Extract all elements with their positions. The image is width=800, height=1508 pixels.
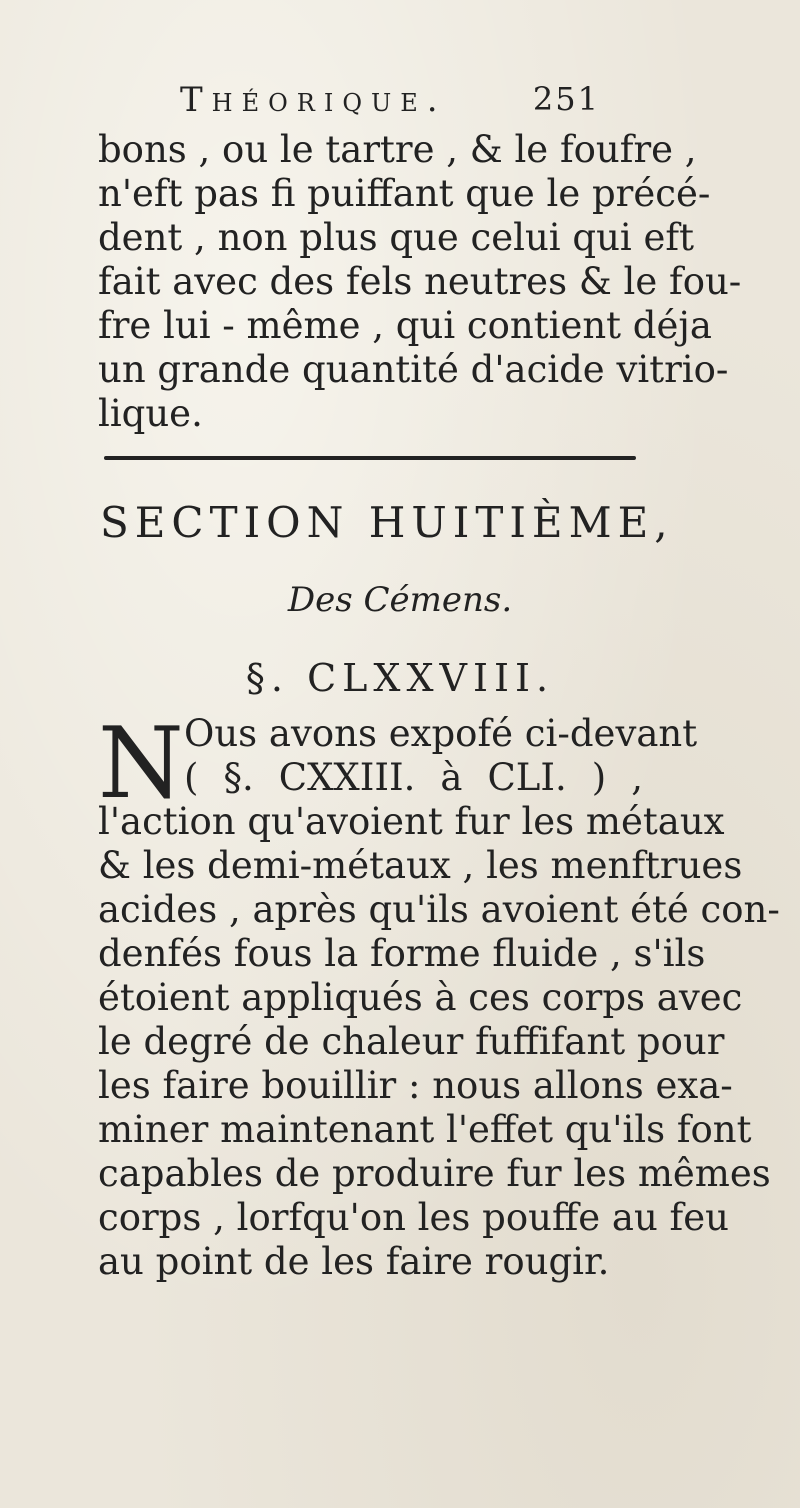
section-subheading: Des Cémens. [287, 580, 513, 620]
text-line: l'action qu'avoient fur les métaux [98, 800, 725, 843]
text-line: & les demi-métaux , les menftrues [98, 844, 743, 887]
paragraph-number: §. CLXXVIII. [245, 656, 555, 700]
running-head [180, 80, 600, 124]
text-line: dent , non plus que celui qui eft [98, 216, 694, 259]
text-line: n'eft pas fi puiffant que le précé- [98, 172, 711, 215]
section-heading: SECTION HUITIÈME, [100, 498, 674, 547]
text-line: fre lui - même , qui contient déja [98, 304, 712, 347]
text-line: au point de les faire rougir. [98, 1240, 610, 1283]
text-line: ( §. CXXIII. à CLI. ) , [184, 756, 643, 799]
body-paragraph [98, 707, 780, 1284]
text-line: le degré de chaleur fuffifant pour [98, 1020, 725, 1063]
text-line: les faire bouillir : nous allons exa- [98, 1064, 733, 1107]
text-line: corps , lorfqu'on les pouffe au feu [98, 1196, 729, 1239]
drop-capital: N [98, 707, 184, 821]
text-line: denfés fous la forme fluide , s'ils [98, 932, 706, 975]
running-head-title: Théorique. [180, 80, 447, 120]
text-line: un grande quantité d'acide vitrio- [98, 348, 729, 391]
text-line: étoient appliqués à ces corps avec [98, 976, 743, 1019]
text-line: capables de produire fur les mêmes [98, 1152, 771, 1195]
text-line: miner maintenant l'effet qu'ils font [98, 1108, 752, 1151]
continuation-paragraph [98, 128, 742, 436]
text-line: Ous avons expofé ci-devant [184, 712, 698, 755]
text-line: fait avec des fels neutres & le fou- [98, 260, 742, 303]
page-number: 251 [532, 80, 600, 118]
text-line: lique. [98, 392, 203, 435]
text-line: bons , ou le tartre , & le foufre , [98, 128, 697, 171]
section-divider-rule [104, 456, 636, 460]
text-line: acides , après qu'ils avoient été con- [98, 888, 780, 931]
